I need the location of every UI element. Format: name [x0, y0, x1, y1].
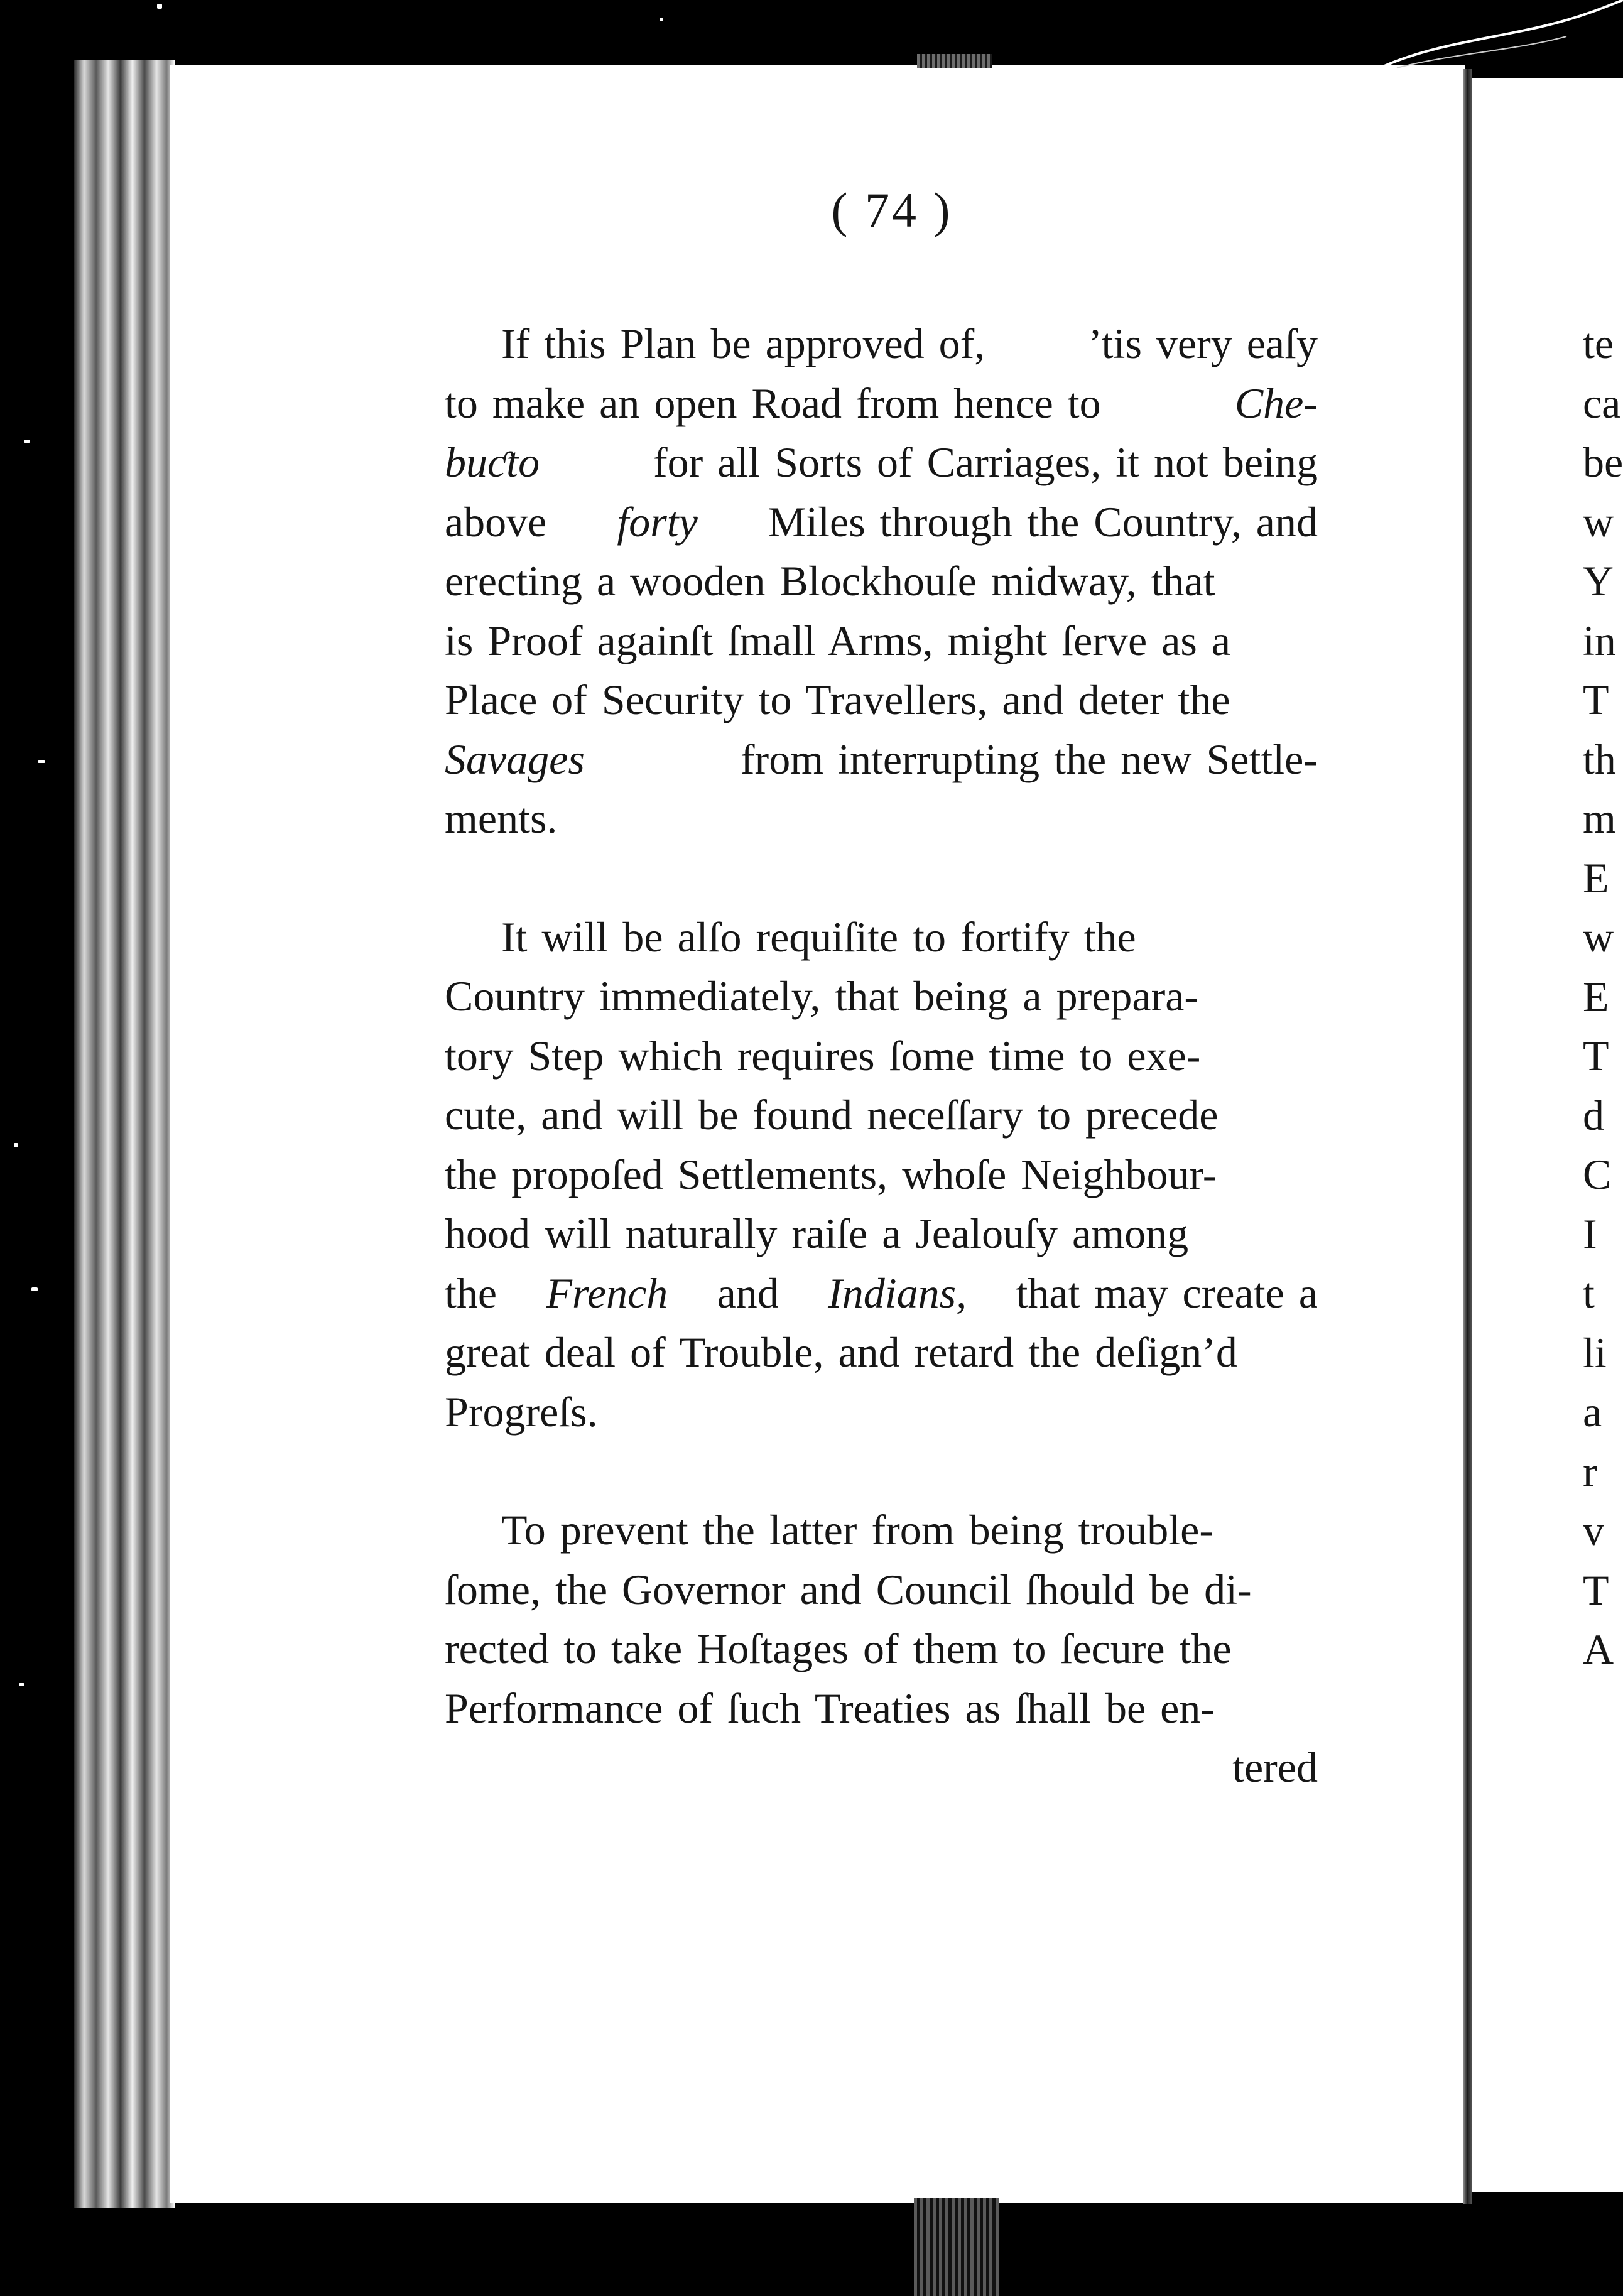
text-line: [445, 551, 1318, 611]
text-segment: Progreſs.: [445, 1387, 598, 1436]
text-line: [445, 492, 1318, 552]
facing-page-fragment: be: [1583, 438, 1623, 486]
facing-page-fragment: I: [1583, 1210, 1597, 1258]
text-line: [445, 1382, 1318, 1442]
dust-speck: [14, 1143, 18, 1147]
italic-text: French: [546, 1269, 668, 1317]
italic-text: Che-: [1234, 379, 1318, 427]
text-line: [445, 1679, 1318, 1738]
facing-page-fragment: C: [1583, 1151, 1612, 1198]
facing-page-fragment: d: [1583, 1091, 1604, 1139]
facing-page-fragment: A: [1583, 1625, 1614, 1673]
text-line: [445, 1145, 1318, 1205]
book-page-edges: [74, 60, 175, 2208]
dust-speck: [19, 1683, 24, 1686]
text-segment: is Proof againſt ſmall Arms, might ſerve as a: [445, 616, 1231, 664]
paragraph: [445, 314, 1318, 848]
text-segment: Place of Security to Travellers, and deter the: [445, 676, 1230, 723]
text-segment: above: [445, 497, 562, 546]
paragraph: [445, 1500, 1318, 1738]
text-segment: cute, and will be found neceſſary to precede: [445, 1091, 1219, 1139]
facing-page-fragment: th: [1583, 735, 1616, 783]
text-segment: It will be alſo requiſite to fortify the: [501, 912, 1136, 961]
text-segment: the: [445, 1269, 512, 1317]
text-line: [445, 1264, 1318, 1323]
italic-text: Indians,: [828, 1269, 967, 1317]
text-segment: If this Plan be approved of,: [501, 320, 1000, 367]
facing-page-fragment: v: [1583, 1507, 1604, 1554]
text-line: [445, 1619, 1318, 1679]
dust-speck: [38, 760, 45, 763]
page-bottom-sliver: [914, 2198, 999, 2296]
italic-text: forty: [617, 497, 698, 546]
page-corner-curl: [1359, 0, 1623, 69]
facing-page-fragment: te: [1583, 320, 1614, 367]
text-segment: great deal of Trouble, and retard the deſign’d: [445, 1328, 1237, 1376]
text-segment: from interrupting the new Settle-: [725, 735, 1318, 783]
facing-page-text-fragments: [1583, 314, 1623, 1679]
text-segment: Country immediately, that being a prepara-: [445, 972, 1199, 1020]
text-line: [445, 907, 1318, 967]
text-line: [445, 611, 1318, 671]
italic-text: Savages: [445, 735, 585, 783]
text-segment: and: [702, 1269, 793, 1317]
facing-page-fragment: w: [1583, 913, 1614, 961]
facing-page-fragment: in: [1583, 616, 1616, 664]
dust-speck: [31, 1287, 38, 1291]
text-segment: tory Step which requires ſome time to exe-: [445, 1031, 1201, 1080]
paragraph: [445, 907, 1318, 1442]
text-line: [445, 374, 1318, 433]
dust-speck: [157, 4, 162, 9]
facing-page-fragment: w: [1583, 497, 1614, 546]
text-line: [445, 967, 1318, 1026]
text-segment: for all Sorts of Carriages, it not being: [638, 438, 1318, 486]
text-segment: hood will naturally raiſe a Jealouſy among: [445, 1210, 1189, 1257]
facing-page-fragment: r: [1583, 1447, 1597, 1495]
catchword: tered: [1232, 1743, 1318, 1791]
text-line: [445, 1026, 1318, 1086]
facing-page-fragment: m: [1583, 794, 1616, 842]
facing-page-fragment: t: [1583, 1269, 1595, 1317]
text-line: [445, 789, 1318, 848]
text-line: [445, 314, 1318, 374]
text-segment: ’tis very eaſy: [1088, 320, 1318, 367]
text-line: [445, 1560, 1318, 1620]
text-segment: the propoſed Settlements, whoſe Neighbour-: [445, 1150, 1217, 1198]
facing-page-fragment: T: [1583, 1566, 1609, 1614]
text-line: [445, 730, 1318, 789]
text-segment: ſome, the Governor and Council ſhould be di-: [445, 1565, 1252, 1613]
facing-page-fragment: E: [1583, 972, 1609, 1021]
dust-speck: [660, 18, 663, 21]
text-segment: To prevent the latter from being trouble-: [501, 1506, 1213, 1554]
text-line: [445, 1500, 1318, 1560]
paragraph-gap: [445, 1441, 1318, 1500]
text-segment: to make an open Road from hence to: [445, 379, 1115, 427]
italic-text: buƈto: [445, 438, 540, 486]
facing-page-fragment: E: [1583, 853, 1609, 902]
dust-speck: [24, 440, 30, 443]
text-line: [445, 433, 1318, 492]
paragraph-gap: [445, 848, 1318, 907]
text-segment: ments.: [445, 794, 558, 842]
facing-page-fragment: T: [1583, 1032, 1609, 1080]
text-segment: Performance of ſuch Treaties as ſhall be en-: [445, 1684, 1215, 1732]
facing-page-fragment: li: [1583, 1328, 1607, 1377]
body-text: [445, 314, 1318, 1797]
text-line: [445, 1085, 1318, 1145]
facing-page-fragment: T: [1583, 676, 1609, 723]
text-line: [445, 670, 1318, 730]
page-top-sliver: [917, 54, 992, 68]
text-segment: Miles through the Country, and: [753, 497, 1318, 546]
page-number: ( 74 ): [831, 183, 953, 237]
facing-page-fragment: ca: [1583, 379, 1621, 427]
text-line: [445, 1323, 1318, 1382]
text-segment: that may create a: [1001, 1269, 1318, 1317]
facing-page-fragment: Y: [1583, 557, 1614, 605]
text-segment: erecting a wooden Blockhouſe midway, that: [445, 557, 1215, 605]
text-line: [445, 1204, 1318, 1264]
book-gutter: [1463, 69, 1472, 2204]
text-segment: rected to take Hoſtages of them to ſecure the: [445, 1625, 1232, 1672]
facing-page-fragment: a: [1583, 1388, 1602, 1436]
